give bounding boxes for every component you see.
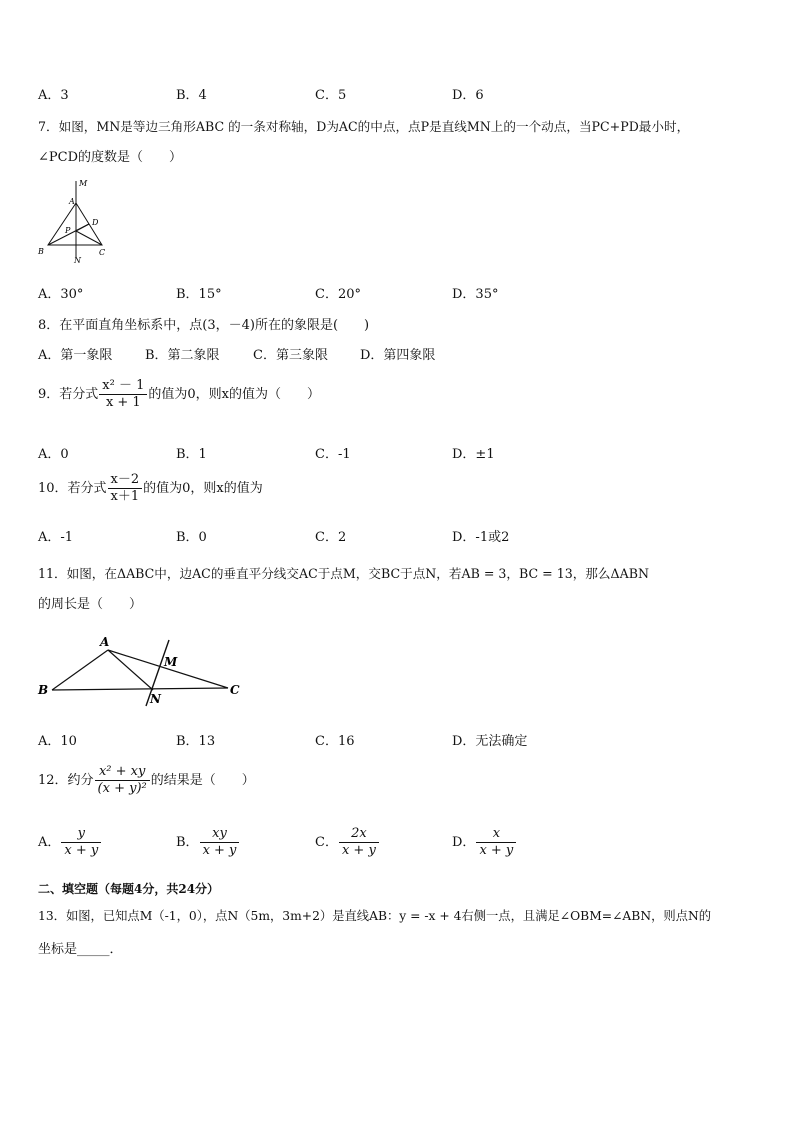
q7-option-b: B．15° bbox=[176, 287, 222, 302]
q12-numerator: x² + xy bbox=[95, 764, 150, 781]
q8-option-d: D．第四象限 bbox=[360, 348, 436, 363]
q12-option-d-num: x bbox=[476, 826, 516, 843]
q10-option-b: B．0 bbox=[176, 530, 207, 545]
q7-option-a: A．30° bbox=[38, 287, 84, 302]
q8-text: 8．在平面直角坐标系中，点(3，－4)所在的象限是( ) bbox=[38, 318, 370, 333]
q11-text-line2: 的周长是（ ） bbox=[38, 597, 143, 612]
q12-option-d bbox=[452, 826, 517, 859]
q11-option-c: C．16 bbox=[315, 734, 355, 749]
q12-option-a-num: y bbox=[61, 826, 101, 843]
label-n: N bbox=[74, 256, 81, 265]
q10-prefix: 10．若分式 bbox=[38, 481, 107, 496]
q12-suffix: 的结果是（ ） bbox=[150, 773, 255, 788]
q9-option-c: C．-1 bbox=[315, 447, 351, 462]
q12-option-b bbox=[176, 826, 240, 859]
q8-option-b: B．第二象限 bbox=[145, 348, 220, 363]
label-b: B bbox=[38, 683, 49, 697]
q10-fraction bbox=[108, 472, 143, 505]
q10-text bbox=[38, 472, 263, 505]
segment-an bbox=[108, 650, 153, 690]
q13-text-line2: 坐标是_____． bbox=[38, 942, 123, 957]
q9-text bbox=[38, 378, 320, 411]
q9-suffix: 的值为0，则x的值为（ ） bbox=[148, 387, 320, 402]
q12-option-a-den: x + y bbox=[64, 843, 99, 858]
label-a: A bbox=[100, 635, 110, 649]
q10-option-a: A．-1 bbox=[38, 530, 74, 545]
q12-option-c-num: 2x bbox=[339, 826, 379, 843]
q12-text bbox=[38, 764, 255, 797]
q12-option-c-label: C． bbox=[315, 835, 338, 850]
q7-text-line2: ∠PCD的度数是（ ） bbox=[38, 150, 183, 165]
label-a: A bbox=[69, 197, 75, 206]
q12-option-a-fraction bbox=[61, 826, 101, 859]
q9-option-b: B．1 bbox=[176, 447, 207, 462]
label-c: C bbox=[230, 683, 240, 697]
q9-denominator: x + 1 bbox=[105, 395, 141, 410]
section-title-fill-in: 二、填空题（每题4分，共24分） bbox=[38, 882, 220, 896]
q12-option-d-den: x + y bbox=[479, 843, 514, 858]
q11-option-d: D．无法确定 bbox=[452, 734, 528, 749]
q7-text-line1: 7．如图，MN是等边三角形ABC 的一条对称轴，D为AC的中点，点P是直线MN上的一个动点，当PC+PD最小时， bbox=[38, 119, 690, 134]
q12-option-b-num: xy bbox=[200, 826, 240, 843]
q8-option-c: C．第三象限 bbox=[253, 348, 328, 363]
q11-text-line1: 11．如图，在ΔABC中，边AC的垂直平分线交AC于点M，交BC于点N，若AB = 3，BC = 13，那么ΔABN bbox=[38, 566, 649, 581]
label-d: D bbox=[92, 218, 99, 227]
q12-fraction bbox=[95, 764, 150, 797]
q11-option-b: B．13 bbox=[176, 734, 216, 749]
segment-bc bbox=[52, 688, 228, 690]
label-m: M bbox=[79, 179, 88, 188]
label-m: M bbox=[164, 655, 178, 669]
q7-figure bbox=[34, 175, 114, 265]
q12-option-b-fraction bbox=[200, 826, 240, 859]
q9-numerator: x² － 1 bbox=[99, 378, 147, 395]
q6-option-b: B．4 bbox=[176, 88, 207, 103]
q10-option-d: D．-1或2 bbox=[452, 530, 510, 545]
q12-option-a-label: A． bbox=[38, 835, 61, 850]
label-c: C bbox=[99, 248, 106, 257]
q12-option-c-fraction bbox=[339, 826, 379, 859]
q6-option-d: D．6 bbox=[452, 88, 484, 103]
q8-option-a: A．第一象限 bbox=[38, 348, 113, 363]
q9-fraction bbox=[99, 378, 147, 411]
q12-denominator: (x + y)² bbox=[97, 781, 147, 796]
q6-option-a: A．3 bbox=[38, 88, 69, 103]
q11-figure bbox=[36, 632, 248, 710]
q9-option-d: D．±1 bbox=[452, 447, 495, 462]
q10-suffix: 的值为0，则x的值为 bbox=[143, 481, 263, 496]
q9-prefix: 9．若分式 bbox=[38, 387, 99, 402]
q12-option-c bbox=[315, 826, 380, 859]
q12-option-b-label: B． bbox=[176, 835, 199, 850]
segment-ab bbox=[52, 650, 108, 690]
q12-option-c-den: x + y bbox=[341, 843, 376, 858]
label-b: B bbox=[38, 247, 44, 256]
q12-option-a bbox=[38, 826, 102, 859]
q12-option-d-label: D． bbox=[452, 835, 476, 850]
q9-option-a: A．0 bbox=[38, 447, 69, 462]
q11-option-a: A．10 bbox=[38, 734, 77, 749]
label-p: P bbox=[65, 226, 71, 235]
label-n: N bbox=[150, 692, 161, 706]
q12-option-d-fraction bbox=[476, 826, 516, 859]
q6-option-c: C．5 bbox=[315, 88, 347, 103]
q12-option-b-den: x + y bbox=[202, 843, 237, 858]
q12-prefix: 12．约分 bbox=[38, 773, 94, 788]
q13-text-line1: 13．如图，已知点M（-1，0），点N（5m，3m+2）是直线AB：y = -x + 4右侧一点，且满足∠OBM=∠ABN，则点N的 bbox=[38, 909, 712, 923]
q7-option-c: C．20° bbox=[315, 287, 361, 302]
q7-option-d: D．35° bbox=[452, 287, 499, 302]
q10-denominator: x＋1 bbox=[110, 489, 140, 504]
q10-numerator: x－2 bbox=[108, 472, 143, 489]
q10-option-c: C．2 bbox=[315, 530, 347, 545]
